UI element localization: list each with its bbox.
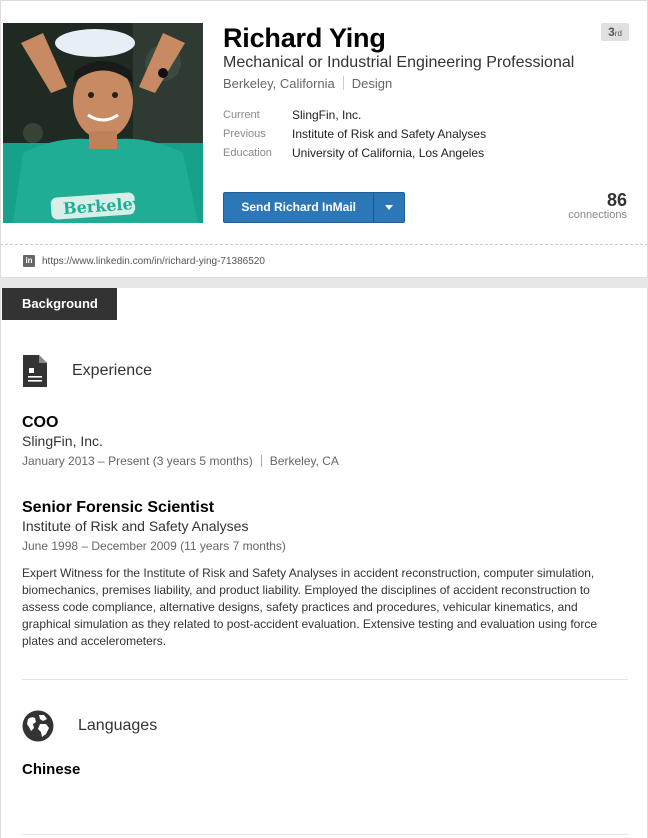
send-inmail-button[interactable]: Send Richard InMail (241, 200, 357, 214)
position-company[interactable]: Institute of Risk and Safety Analyses (22, 518, 249, 534)
language-item: Chinese (22, 761, 81, 778)
connections-label: connections (568, 209, 627, 221)
separator (343, 76, 344, 90)
overview-value-link[interactable]: SlingFin, Inc. (292, 107, 362, 122)
experience-section-header (22, 354, 152, 388)
languages-section-title: Languages (78, 717, 158, 734)
position-dates (22, 539, 286, 553)
overview-row-previous (223, 124, 486, 143)
profile-photo[interactable] (3, 23, 203, 223)
connection-degree-badge (601, 23, 629, 41)
overview-row-current (223, 105, 486, 124)
languages-section-header (22, 710, 157, 742)
overview-row-education (223, 143, 486, 162)
section-divider (22, 834, 628, 835)
shirt-text: Berkeley (62, 193, 143, 219)
position-company[interactable]: SlingFin, Inc. (22, 433, 103, 449)
public-profile-url[interactable]: https://www.linkedin.com/in/richard-ying-71386520 (42, 255, 265, 267)
overview-label: Current (223, 108, 260, 121)
overview-value-link[interactable]: University of California, Los Angeles (292, 145, 485, 160)
globe-icon (22, 710, 54, 742)
caret-down-icon (385, 205, 393, 210)
profile-top-card (0, 0, 648, 244)
profile-overview (223, 105, 486, 162)
position-title[interactable]: COO (22, 414, 59, 431)
overview-label: Education (223, 146, 272, 159)
profile-location[interactable]: Berkeley, California (223, 76, 335, 91)
profile-industry[interactable]: Design (351, 76, 393, 91)
degree-suffix: rd (614, 29, 622, 38)
more-actions-dropdown[interactable] (374, 193, 404, 222)
profile-photo-image (3, 23, 203, 223)
separator (261, 455, 262, 467)
degree-number: 3 (608, 25, 615, 39)
send-inmail-button-group (223, 192, 405, 223)
location-industry-line (223, 76, 392, 91)
section-divider (22, 679, 628, 680)
profile-name: Richard Ying (223, 23, 386, 53)
position-date-range: June 1998 – December 2009 (11 years 7 months) (22, 539, 286, 553)
linkedin-icon: in (23, 255, 35, 267)
connections-count: 86 (606, 190, 627, 210)
page-border-left (0, 288, 1, 838)
background-tab[interactable]: Background (2, 288, 117, 320)
position-location: Berkeley, CA (269, 454, 339, 468)
experience-section-title: Experience (72, 362, 153, 379)
section-divider-band (0, 278, 648, 288)
profile-headline: Mechanical or Industrial Engineering Professional (223, 54, 575, 71)
overview-label: Previous (223, 127, 266, 140)
position-dates (22, 454, 339, 468)
overview-value-link[interactable]: Institute of Risk and Safety Analyses (292, 126, 487, 141)
position-title[interactable]: Senior Forensic Scientist (22, 499, 215, 516)
position-description: Expert Witness for the Institute of Risk and Safety Analyses in accident reconstruction, computer simulation, biomechanics, premises liability, and product liability. Employed the disciplines of accident reconstruction to assess code compliance, alternative designs, safety practices and procedures, vehicular kinematics, and graphical simulation as they related to post-accident evaluation. Extensive testing and evaluation using force plates and accelerometers. (22, 566, 598, 648)
document-icon (22, 354, 48, 388)
position-date-range: January 2013 – Present (3 years 5 months) (22, 454, 253, 468)
public-profile-url-bar (0, 244, 648, 278)
